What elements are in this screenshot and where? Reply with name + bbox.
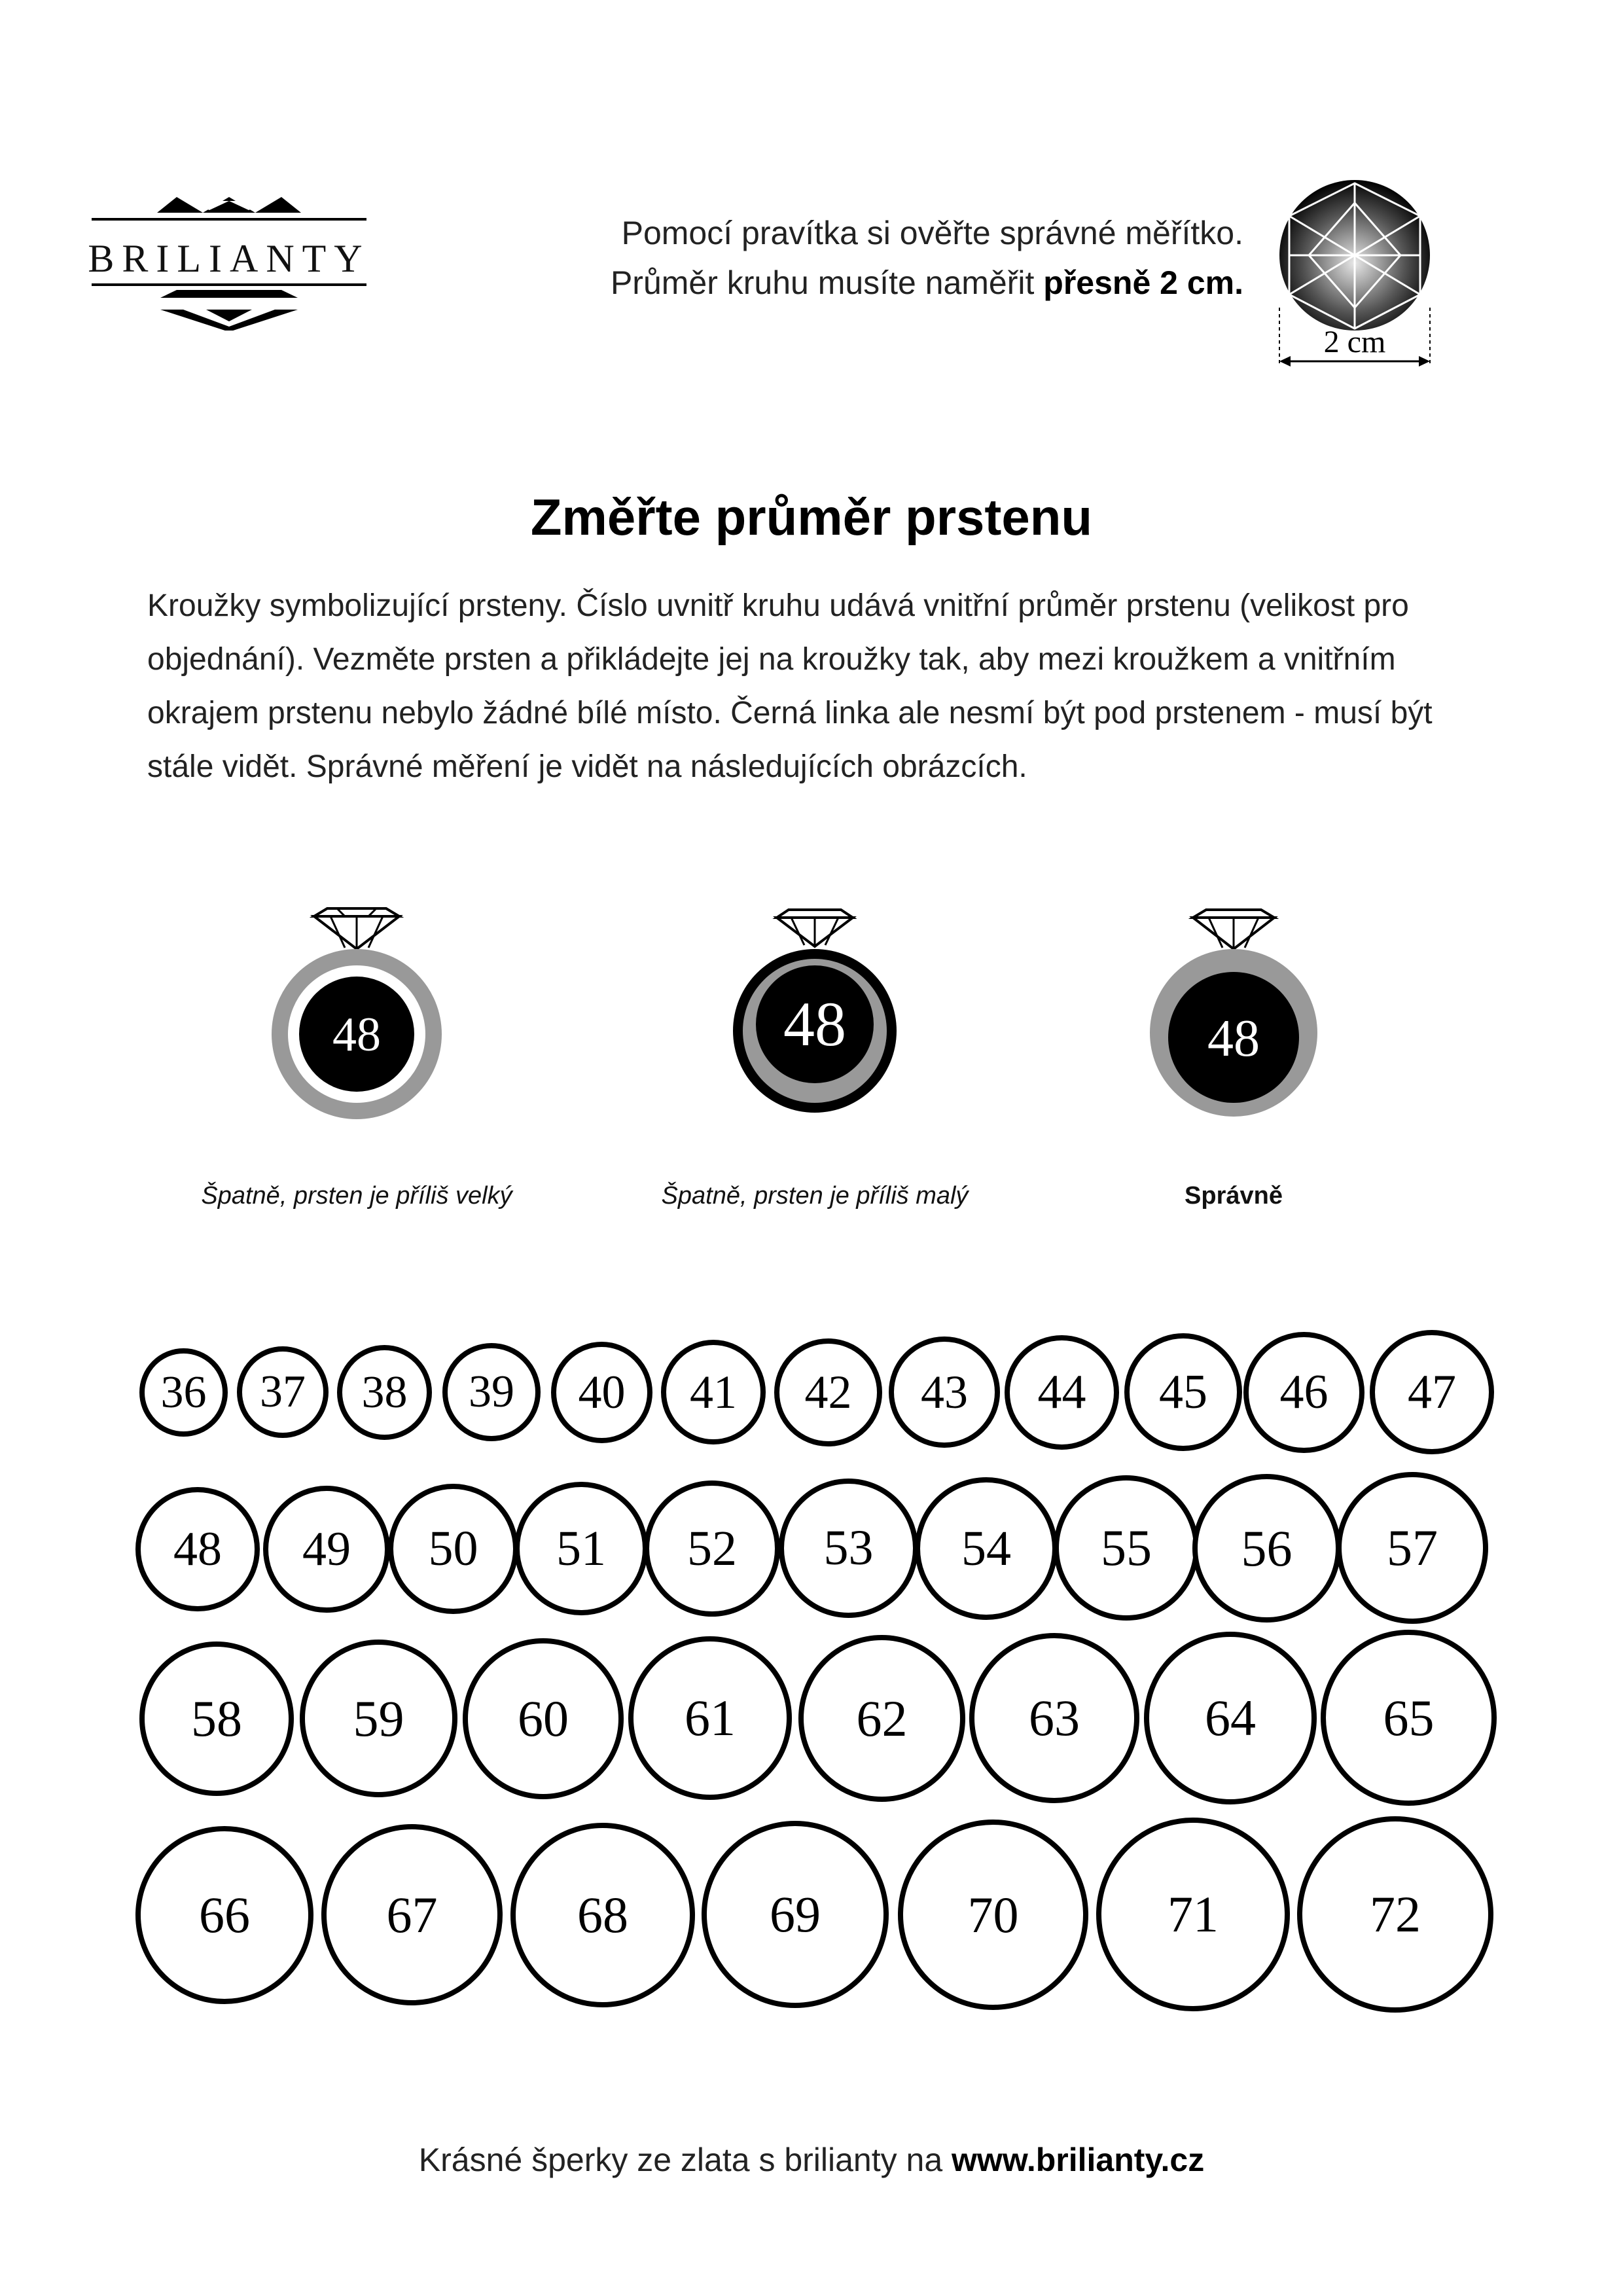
example-caption: Špatně, prsten je příliš velký (201, 1182, 512, 1210)
size-ring: 59 (300, 1640, 457, 1797)
size-ring: 72 (1297, 1816, 1493, 2013)
size-ring: 48 (135, 1487, 260, 1611)
example-caption: Správně (1185, 1182, 1283, 1210)
size-ring: 55 (1054, 1475, 1199, 1621)
scale-line-2-bold: přesně 2 cm. (1043, 264, 1243, 301)
size-ring: 67 (321, 1824, 503, 2005)
scale-instruction (458, 208, 1243, 308)
size-ring: 51 (514, 1482, 648, 1615)
size-ring: 70 (898, 1820, 1088, 2010)
example-correct (1050, 897, 1417, 1237)
size-ring: 40 (551, 1342, 652, 1443)
footer (0, 2137, 1623, 2183)
intro-paragraph: Kroužky symbolizující prsteny. Číslo uvnitř kruhu udává vnitřní průměr prstenu (velikost pro objednání). Vezměte prsten a přikládejte jej na kroužky tak, aby mezi kroužkem a vnitřním okrajem prstenu nebylo žádné bílé místo. Černá linka ale nesmí být pod prstenem - musí být stále vidět. Správné měření je vidět na následujících obrázcích. (147, 588, 1433, 784)
example-number: 48 (332, 1008, 381, 1062)
diamond-icon (314, 908, 399, 949)
size-ring: 71 (1096, 1818, 1290, 2011)
diamond-icon (777, 910, 853, 946)
scale-line-2-prefix: Průměr kruhu musíte naměřit (610, 264, 1044, 301)
size-ring: 60 (463, 1638, 624, 1799)
size-ring: 47 (1370, 1330, 1494, 1454)
size-ring: 61 (628, 1636, 792, 1800)
scale-line-1: Pomocí pravítka si ověřte správné měřítko. (621, 215, 1243, 251)
size-ring: 56 (1192, 1474, 1341, 1623)
example-caption: Špatně, prsten je příliš malý (661, 1182, 969, 1210)
size-ring: 39 (442, 1343, 541, 1441)
size-ring: 62 (798, 1635, 965, 1802)
size-ring: 44 (1005, 1335, 1119, 1450)
size-ring: 50 (388, 1484, 518, 1614)
size-ring: 46 (1243, 1332, 1364, 1453)
logo-wordmark: BRILIANTY (88, 237, 370, 280)
example-too-small (632, 897, 998, 1237)
size-ring: 64 (1144, 1632, 1317, 1804)
size-ring: 53 (779, 1479, 918, 1618)
size-ring: 68 (510, 1823, 695, 2007)
scale-line-2 (458, 258, 1243, 308)
size-ring: 65 (1321, 1630, 1497, 1806)
size-ring: 58 (139, 1641, 294, 1796)
size-ring: 69 (702, 1821, 889, 2008)
footer-text: Krásné šperky ze zlata s brilianty na (418, 2142, 952, 2178)
size-ring: 52 (644, 1480, 780, 1617)
size-ring: 42 (774, 1338, 882, 1446)
size-ring: 57 (1336, 1472, 1488, 1624)
size-ring: 54 (915, 1477, 1058, 1620)
size-ring: 41 (661, 1340, 766, 1444)
size-ring: 43 (889, 1336, 1000, 1448)
diamond-icon (1193, 910, 1274, 949)
example-number: 48 (1207, 1010, 1260, 1067)
scale-circle-label: 2 cm (1323, 325, 1386, 359)
size-ring: 49 (263, 1486, 390, 1613)
size-ring: 36 (139, 1348, 228, 1437)
page-title: Změřte průměr prstenu (530, 488, 1093, 546)
size-ring: 38 (337, 1345, 432, 1440)
size-ring: 45 (1124, 1333, 1242, 1451)
example-number: 48 (783, 989, 846, 1059)
footer-link[interactable]: www.brilianty.cz (952, 2142, 1205, 2178)
size-ring: 63 (969, 1633, 1139, 1803)
example-too-big (173, 897, 540, 1237)
size-ring: 37 (237, 1346, 329, 1438)
size-ring: 66 (135, 1826, 313, 2004)
